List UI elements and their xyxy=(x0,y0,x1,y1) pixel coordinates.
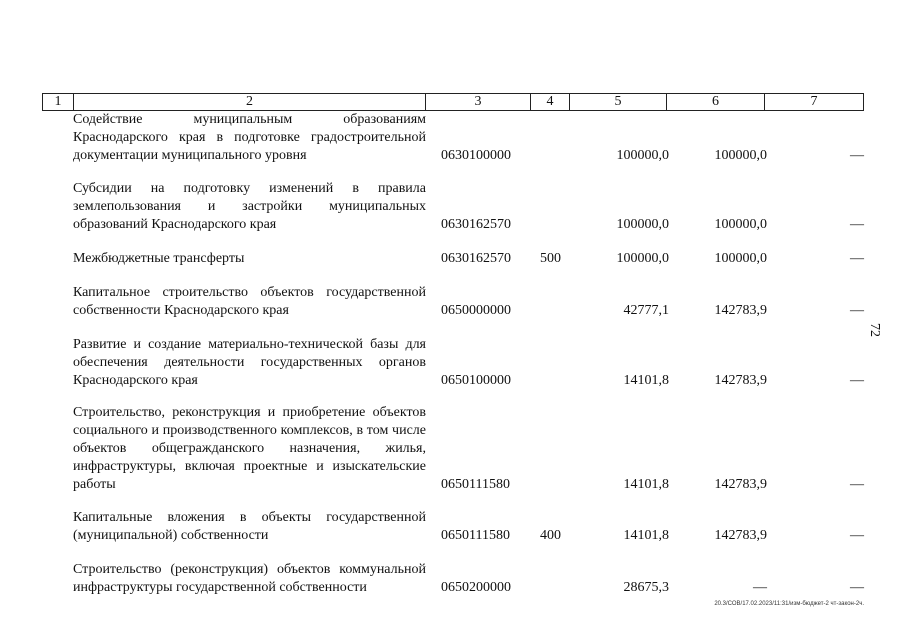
row-description: Капитальные вложения в объекты государственной (муниципальной) собственности xyxy=(73,510,426,543)
header-col-3: 3 xyxy=(426,94,531,110)
table-header-row xyxy=(42,93,864,111)
row-value-6: 142783,9 xyxy=(714,303,767,318)
row-value-5: 14101,8 xyxy=(623,373,669,388)
row-code: 0650000000 xyxy=(441,303,511,318)
row-description: Межбюджетные трансферты xyxy=(73,251,245,266)
row-description: Строительство (реконструкция) объектов коммунальной инфраструктуры государственной собственности xyxy=(73,562,426,595)
row-value-6: 142783,9 xyxy=(714,477,767,492)
row-value-6: 100000,0 xyxy=(714,251,767,266)
row-code: 0630162570 xyxy=(441,251,511,266)
header-col-2: 2 xyxy=(74,94,426,110)
row-code: 0650111580 xyxy=(441,528,510,543)
row-value-6: 142783,9 xyxy=(714,373,767,388)
row-description: Капитальное строительство объектов государственной собственности Краснодарского края xyxy=(73,285,426,318)
row-code: 0650111580 xyxy=(441,477,510,492)
header-col-6: 6 xyxy=(667,94,765,110)
row-value-7: — xyxy=(850,217,864,232)
row-value-6: 100000,0 xyxy=(714,148,767,163)
row-description: Содействие муниципальным образованиям Краснодарского края в подготовке градостроительной документации муниципального уровня xyxy=(73,112,426,163)
row-value-7: — xyxy=(850,148,864,163)
row-code: 0630100000 xyxy=(441,148,511,163)
row-value-5: 100000,0 xyxy=(616,251,669,266)
row-description: Субсидии на подготовку изменений в правила землепользования и застройки муниципальных образований Краснодарского края xyxy=(73,181,426,232)
header-col-4: 4 xyxy=(531,94,570,110)
row-value-7: — xyxy=(850,303,864,318)
row-value-7: — xyxy=(850,373,864,388)
row-value-7: — xyxy=(850,477,864,492)
header-col-5: 5 xyxy=(570,94,667,110)
row-type: 500 xyxy=(540,251,561,266)
row-value-7: — xyxy=(850,528,864,543)
row-value-7: — xyxy=(850,251,864,266)
row-value-6: 142783,9 xyxy=(714,528,767,543)
row-code: 0630162570 xyxy=(441,217,511,232)
row-value-7: — xyxy=(850,580,864,595)
row-description: Развитие и создание материально-технической базы для обеспечения деятельности государственных органов Краснодарского края xyxy=(73,337,426,388)
row-description: Строительство, реконструкция и приобретение объектов социального и производственного комплексов, в том числе объектов общегражданского назначения, жилья, инфраструктуры, включая проектные и изыскательские работы xyxy=(73,405,426,492)
page-number: 72 xyxy=(867,323,882,337)
row-code: 0650100000 xyxy=(441,373,511,388)
row-value-5: 100000,0 xyxy=(616,148,669,163)
row-type: 400 xyxy=(540,528,561,543)
footer-document-code: 20.3/СОВ/17.02.2023/11:31/изм-бюджет-2 чт-закон-2ч. xyxy=(714,601,864,607)
row-value-5: 42777,1 xyxy=(623,303,669,318)
header-col-7: 7 xyxy=(810,94,818,109)
row-value-5: 28675,3 xyxy=(623,580,669,595)
row-value-6: — xyxy=(753,580,767,595)
row-value-5: 14101,8 xyxy=(623,477,669,492)
row-value-5: 100000,0 xyxy=(616,217,669,232)
row-code: 0650200000 xyxy=(441,580,511,595)
header-col-1: 1 xyxy=(43,94,74,110)
row-value-5: 14101,8 xyxy=(623,528,669,543)
row-value-6: 100000,0 xyxy=(714,217,767,232)
